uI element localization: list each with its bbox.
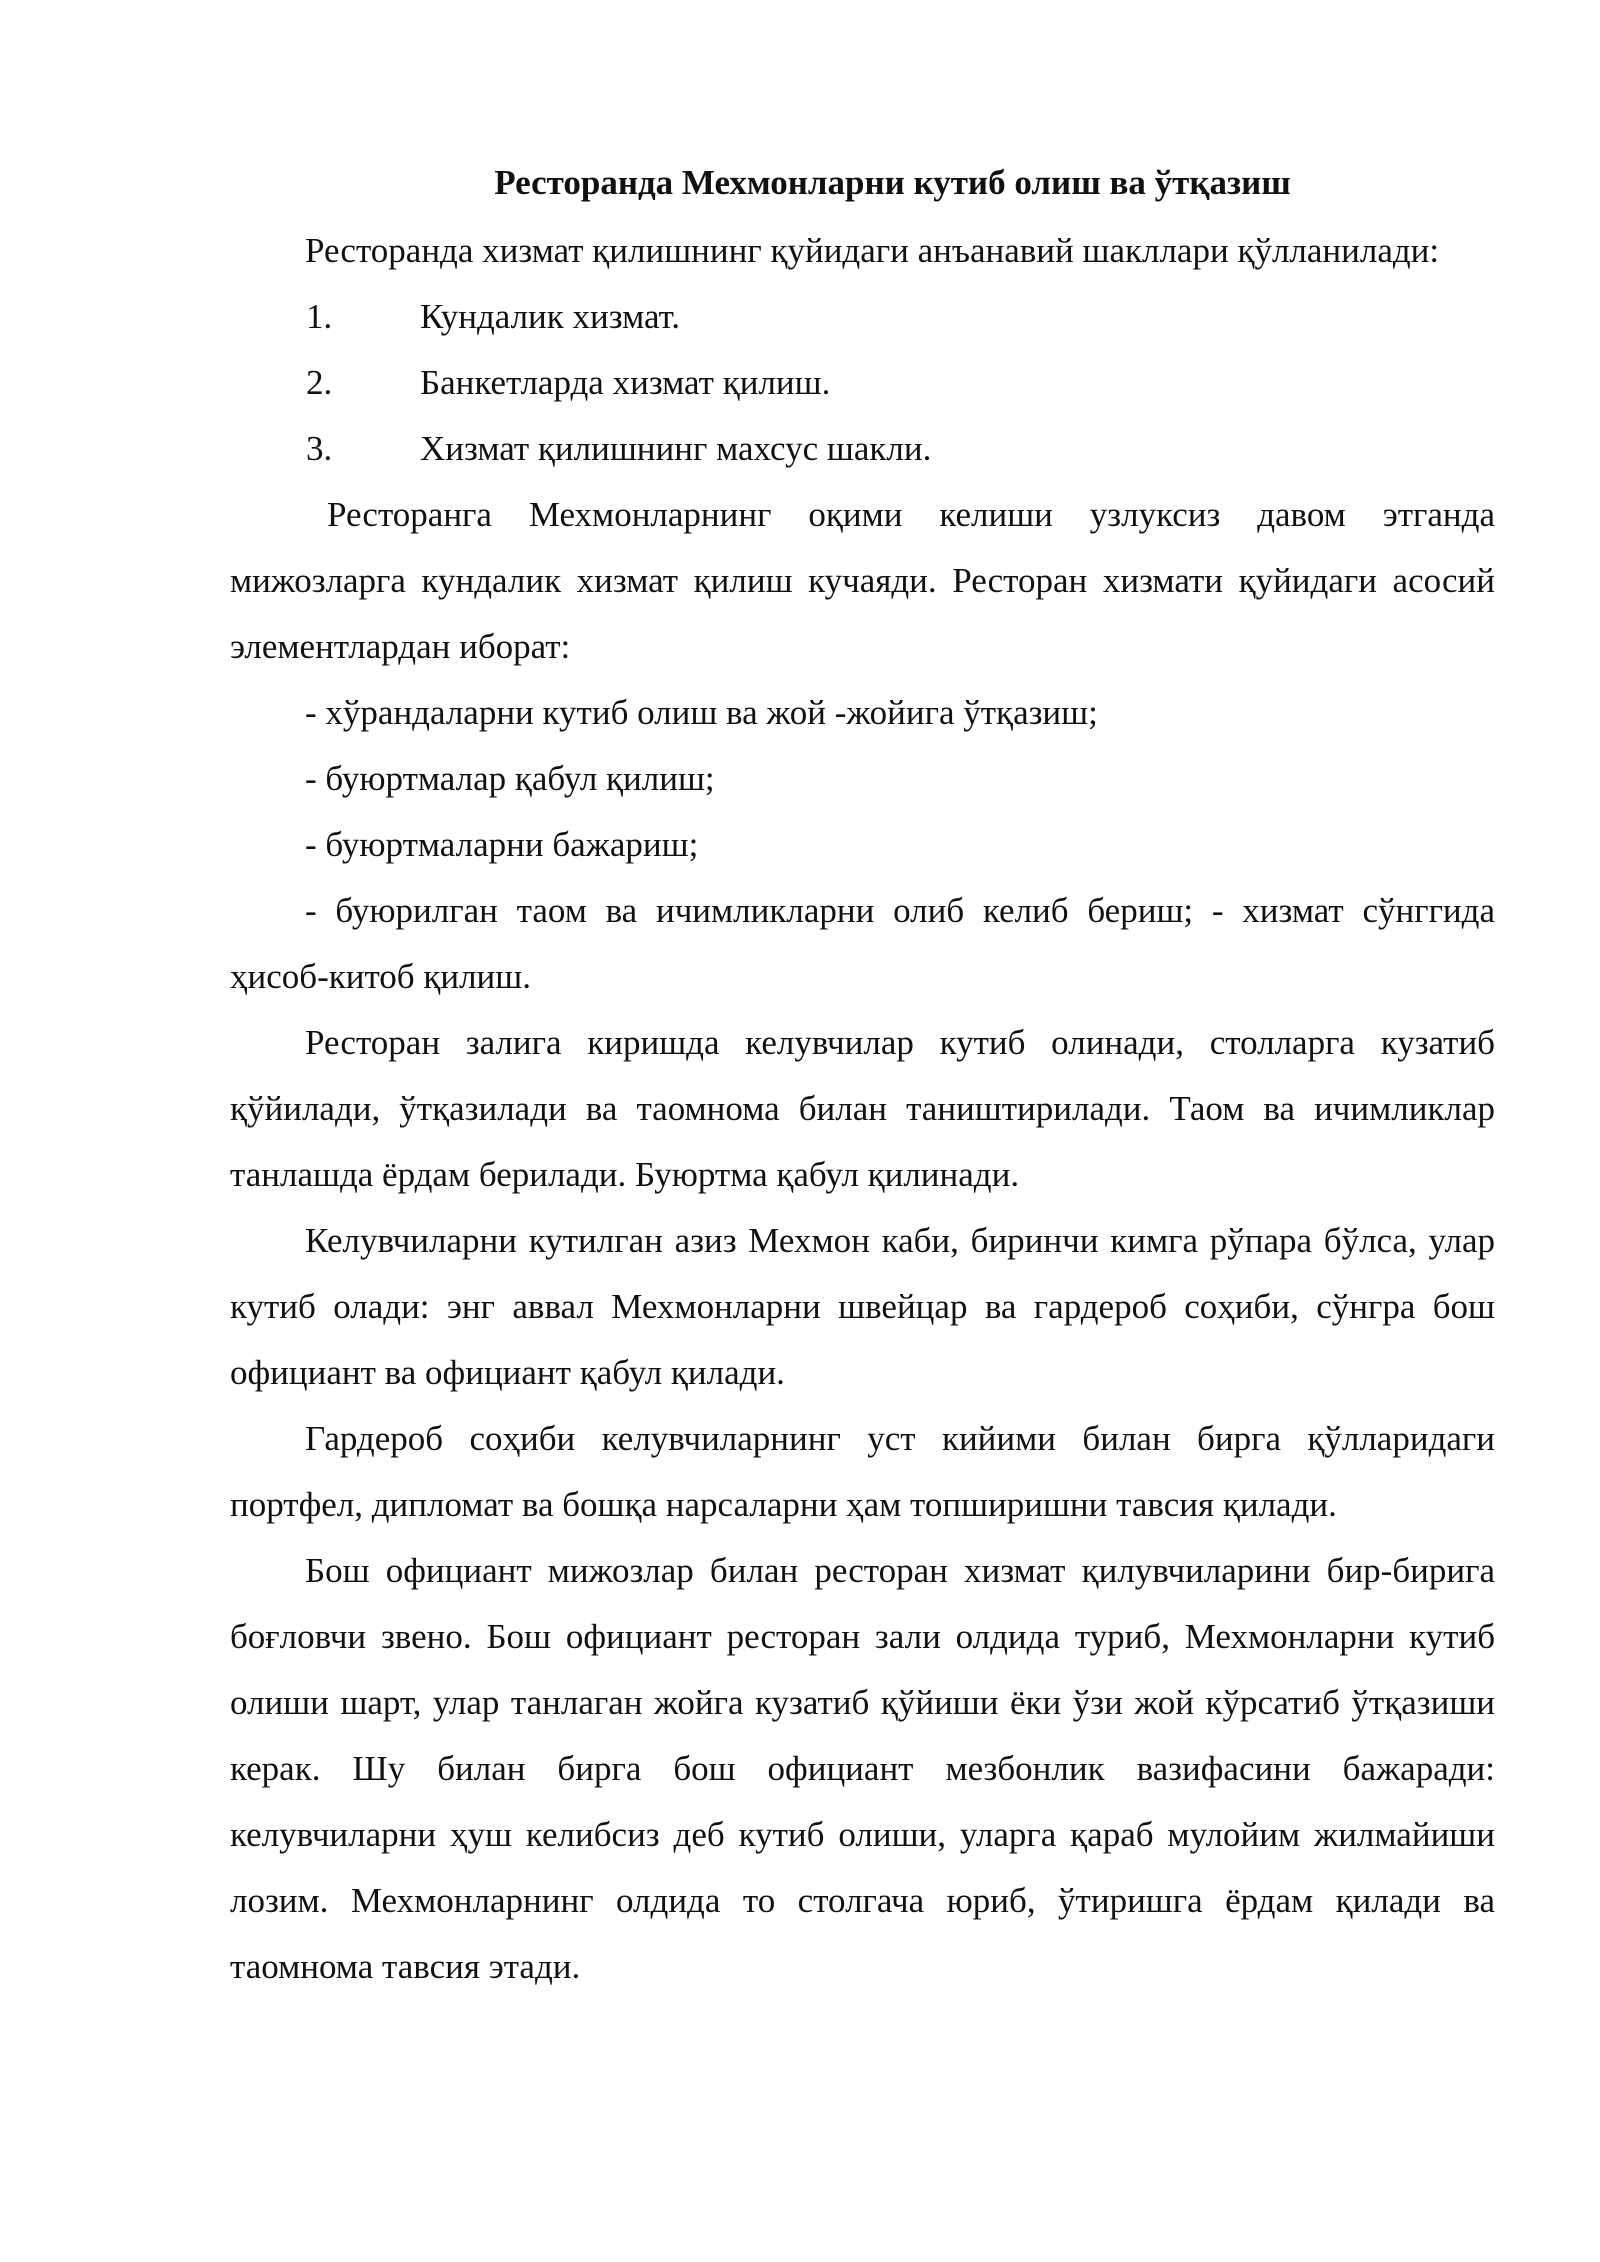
- paragraph-hall-entry: Ресторан залига киришда келувчилар кутиб олинади, столларга кузатиб қўйилади, ўтқазилади ва таомнома билан таништирилади. Таом ва ичимликлар танлашда ёрдам берилади. Буюртма қабул қилинади.: [230, 1023, 1495, 1194]
- document-body: [230, 150, 1495, 2000]
- list-text: Кундалик хизмат.: [420, 297, 681, 336]
- list-number: 1.: [306, 297, 333, 336]
- list-text: Банкетларда хизмат қилиш.: [420, 363, 831, 402]
- bullet-item: - хўрандаларни кутиб олиш ва жой -жойига ўтқазиш;: [305, 693, 1098, 732]
- list-item: [230, 416, 1495, 482]
- intro-paragraph: Ресторанда хизмат қилишнинг қуйидаги анъанавий шакллари қўлланилади:: [305, 231, 1440, 270]
- document-title: Ресторанда Мехмонларни кутиб олиш ва ўтқазиш: [494, 163, 1291, 202]
- list-item: [230, 284, 1495, 350]
- paragraph-greeting: Келувчиларни кутилган азиз Мехмон каби, биринчи кимга рўпара бўлса, улар кутиб олади: энг аввал Мехмонларни швейцар ва гардероб соҳиби, сўнгра бош официант ва официант қабул қилади.: [230, 1221, 1495, 1392]
- bullet-item: - буюртмалар қабул қилиш;: [305, 759, 715, 798]
- bullet-item: - буюртмаларни бажариш;: [305, 825, 699, 864]
- list-number: 3.: [306, 429, 333, 468]
- paragraph-head-waiter: Бош официант мижозлар билан ресторан хизмат қилувчиларини бир-бирига боғловчи звено. Бош официант ресторан зали олдида туриб, Мехмонларни кутиб олиши шарт, улар танлаган жойга кузатиб қўйиши ёки ўзи жой кўрсатиб ўтқазиши керак. Шу билан бирга бош официант мезбонлик вазифасини бажаради: келувчиларни ҳуш келибсиз деб кутиб олиши, уларга қараб мулойим жилмайиши лозим. Мехмонларнинг олдида то столгача юриб, ўтиришга ёрдам қилади ва таомнома тавсия этади.: [230, 1551, 1495, 1986]
- bullet-item-last: - буюрилган таом ва ичимликларни олиб келиб бериш; - хизмат сўнггида ҳисоб-китоб қилиш.: [230, 891, 1495, 996]
- paragraph-cloakroom: Гардероб соҳиби келувчиларнинг уст кийими билан бирга қўлларидаги портфел, дипломат ва бошқа нарсаларни ҳам топширишни тавсия қилади.: [230, 1419, 1495, 1524]
- list-item: [230, 350, 1495, 416]
- paragraph-service-elements: Ресторанга Мехмонларнинг оқими келиши узлуксиз давом этганда мижозларга кундалик хизмат қилиш кучаяди. Ресторан хизмати қуйидаги асосий элементлардан иборат:: [230, 495, 1495, 666]
- list-text: Хизмат қилишнинг махсус шакли.: [420, 429, 932, 468]
- list-number: 2.: [306, 363, 333, 402]
